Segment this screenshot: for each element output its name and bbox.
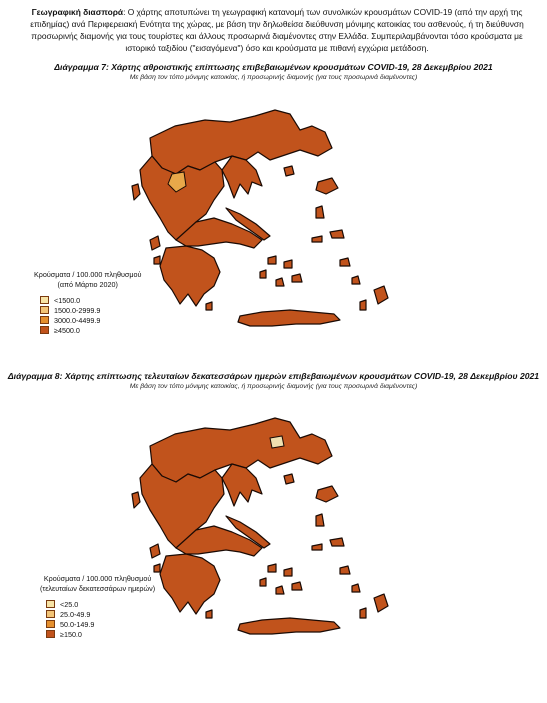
region-peloponnese — [160, 246, 220, 306]
figure7-legend-item — [40, 315, 141, 325]
legend-label: 3000.0-4499.9 — [54, 315, 101, 325]
legend-label: 50.0-149.9 — [60, 619, 95, 629]
island-crete — [238, 618, 340, 634]
island-cyclades-4 — [276, 278, 284, 286]
figure8-legend-title1: Κρούσματα / 100.000 πληθυσμού — [43, 574, 152, 583]
island-kefalonia — [150, 236, 160, 250]
island-cyclades-1 — [268, 256, 276, 264]
island-lesvos — [316, 486, 338, 502]
island-limnos — [284, 474, 294, 484]
figure8-legend-item — [46, 599, 155, 609]
island-cyclades-4 — [276, 586, 284, 594]
legend-label: 1500.0-2999.9 — [54, 305, 101, 315]
island-kythira — [206, 302, 212, 310]
legend-swatch — [46, 620, 55, 628]
island-cyclades-2 — [284, 568, 292, 576]
figure7-legend-title2: (από Μάρτιο 2020) — [57, 280, 118, 289]
island-crete — [238, 310, 340, 326]
island-corfu — [132, 492, 140, 508]
figure8-legend-item — [46, 609, 155, 619]
legend-swatch — [40, 296, 49, 304]
island-ikaria — [312, 544, 322, 550]
island-chios — [316, 514, 324, 526]
island-lesvos — [316, 178, 338, 194]
island-karpathos — [360, 608, 366, 618]
figure8-legend-title2: (τελευταίων δεκατεσσάρων ημερών) — [40, 584, 156, 593]
legend-label: ≥150.0 — [60, 629, 82, 639]
island-cyclades-2 — [284, 260, 292, 268]
figure8-subtitle: Με βάση τον τόπο μόνιμης κατοικίας, ή προσωρινής διαμονής (για τους προσωρινά διαμένοντες) — [129, 383, 418, 390]
figure7-legend — [34, 270, 141, 335]
island-chios — [316, 206, 324, 218]
island-rhodes — [374, 286, 388, 304]
island-dodecanese-2 — [352, 276, 360, 284]
region-chalkidiki — [222, 156, 262, 198]
island-dodecanese-1 — [340, 566, 350, 574]
legend-swatch — [46, 630, 55, 638]
figure7-title: Διάγραμμα 7: Χάρτης αθροιστικής επίπτωσης επιβεβαιωμένων κρουσμάτων COVID-19, 28 Δεκεμβρίου 2021 — [54, 62, 493, 72]
island-cyclades-1 — [268, 564, 276, 572]
figure7-legend-item — [40, 295, 141, 305]
island-samos — [330, 538, 344, 546]
island-zakynthos — [154, 564, 160, 572]
figure8-legend-item — [46, 619, 155, 629]
island-dodecanese-2 — [352, 584, 360, 592]
intro-lead: Γεωγραφική διασπορά — [31, 7, 124, 17]
island-limnos — [284, 166, 294, 176]
island-corfu — [132, 184, 140, 200]
legend-label: <25.0 — [60, 599, 79, 609]
island-kefalonia — [150, 544, 160, 558]
island-ikaria — [312, 236, 322, 242]
legend-swatch — [40, 326, 49, 334]
island-cyclades-5 — [260, 578, 266, 586]
figure8-title: Διάγραμμα 8: Χάρτης επίπτωσης τελευταίων δεκατεσσάρων ημερών επιβεβαιωμένων κρουσμάτων COVID-19, 28 Δεκεμβρίου 2021 — [7, 371, 540, 381]
island-cyclades-3 — [292, 582, 302, 590]
region-chalkidiki — [222, 464, 262, 506]
island-samos — [330, 230, 344, 238]
figure7-legend-item — [40, 305, 141, 315]
greece-mainland-fig7 — [132, 110, 388, 326]
figure7-legend-item — [40, 325, 141, 335]
figure7-legend-title1: Κρούσματα / 100.000 πληθυσμού — [34, 270, 142, 279]
legend-swatch — [40, 306, 49, 314]
island-zakynthos — [154, 256, 160, 264]
legend-swatch — [40, 316, 49, 324]
island-karpathos — [360, 300, 366, 310]
intro-paragraph — [27, 6, 527, 54]
greece-mainland-fig8 — [132, 418, 388, 634]
island-rhodes — [374, 594, 388, 612]
figure8-legend-item — [46, 629, 155, 639]
region-peloponnese — [160, 554, 220, 614]
island-cyclades-5 — [260, 270, 266, 278]
figure8-legend — [40, 574, 155, 639]
legend-label: ≥4500.0 — [54, 325, 80, 335]
figure7-subtitle: Με βάση τον τόπο μόνιμης κατοικίας, ή προσωρινής διαμονής (για τους προσωρινά διαμένοντες) — [129, 74, 418, 81]
legend-swatch — [46, 610, 55, 618]
legend-label: <1500.0 — [54, 295, 81, 305]
island-kythira — [206, 610, 212, 618]
intro-text: : Ο χάρτης αποτυπώνει τη γεωγραφική κατανομή των συνολικών κρουσμάτων COVID-19 (από την αρχή της επιδημίας) ανά Περιφερειακή Ενότητα της χώρας, με βάση την δηλωθείσα διεύθυνση μόνιμης κατοικίας του ασθενούς, ή τη διεύθυνση προσωρινής διαμονής για τους τουρίστες και άλλους προσωρινά διαμένοντες στην Ελλάδα. Συμπεριλαμβάνονται τόσο κρούσματα με ιστορικό ταξιδίου ("εισαγόμενα") όσο και κρούσματα με πιθανή εγχώρια μετάδοση. — [30, 7, 524, 53]
island-dodecanese-1 — [340, 258, 350, 266]
region-highlight — [270, 436, 284, 448]
legend-label: 25.0-49.9 — [60, 609, 91, 619]
island-cyclades-3 — [292, 274, 302, 282]
legend-swatch — [46, 600, 55, 608]
